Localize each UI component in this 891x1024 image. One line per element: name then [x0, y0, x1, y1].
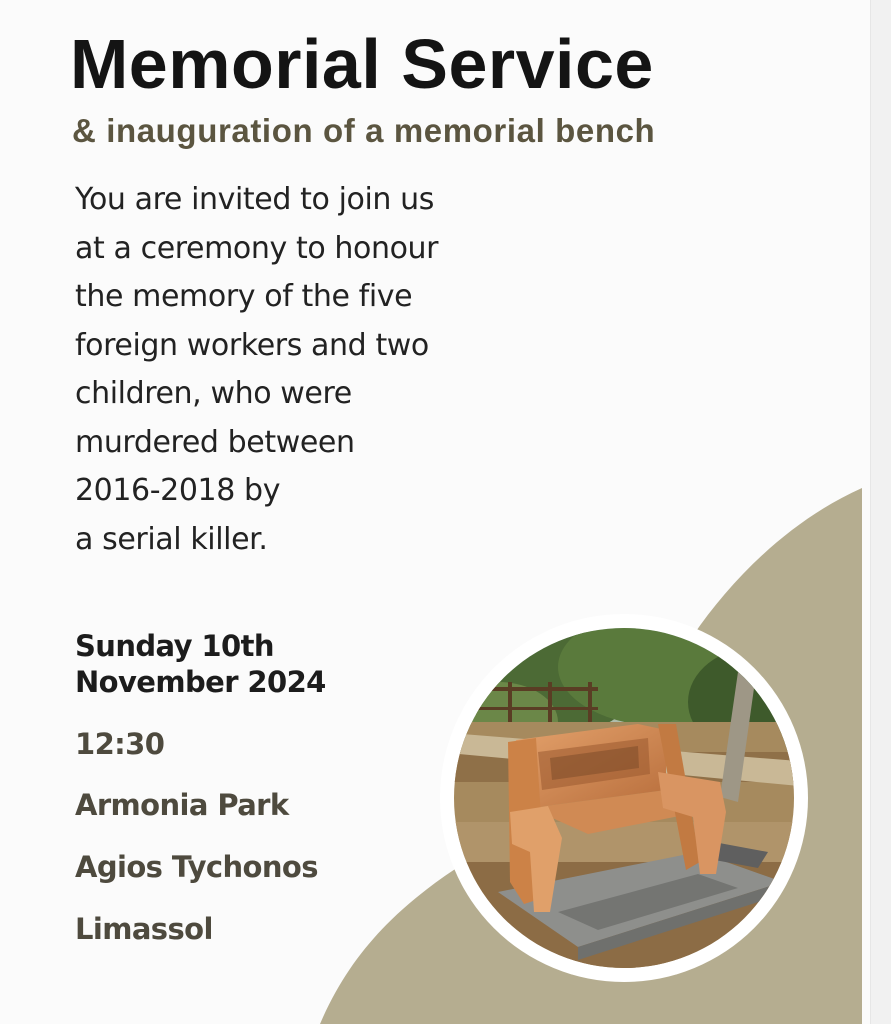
page-title: Memorial Service — [70, 25, 654, 103]
invitation-line: You are invited to join us — [75, 182, 435, 217]
page-subtitle: & inauguration of a memorial bench — [72, 112, 656, 149]
event-date-line: November 2024 — [75, 665, 326, 699]
invitation-line: the memory of the five — [75, 279, 413, 314]
event-date-line: Sunday 10th — [75, 629, 274, 663]
invitation-text — [75, 176, 515, 564]
bench-photo — [438, 612, 810, 984]
event-location-city: Limassol — [75, 912, 213, 946]
event-time: 12:30 — [75, 727, 165, 761]
invitation-line: foreign workers and two — [75, 327, 429, 363]
invitation-line: a serial killer. — [75, 521, 268, 557]
invitation-line: murdered between — [75, 424, 355, 460]
invitation-line: children, who were — [75, 376, 352, 411]
invitation-line: at a ceremony to honour — [75, 230, 439, 266]
page-edge — [870, 0, 891, 1024]
event-location-park: Armonia Park — [75, 788, 289, 822]
event-date — [75, 628, 326, 700]
event-location-village: Agios Tychonos — [75, 850, 318, 884]
bench-photo-icon — [438, 612, 810, 984]
invitation-line: 2016-2018 by — [75, 473, 281, 508]
